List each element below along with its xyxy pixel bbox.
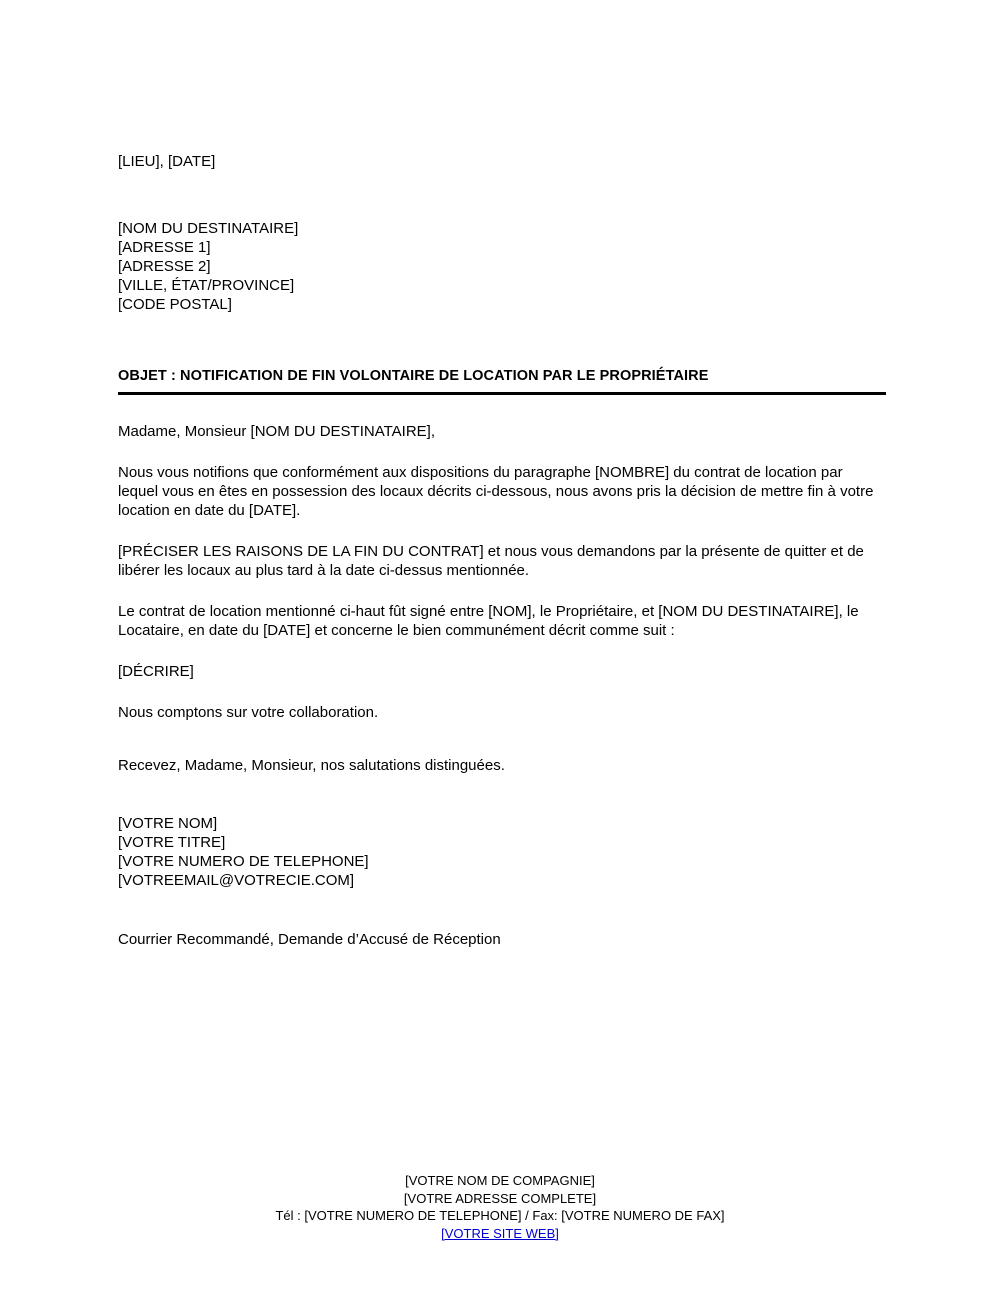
letter-body — [118, 152, 886, 949]
sender-title: [VOTRE TITRE] — [118, 834, 226, 851]
signature-block — [118, 814, 886, 890]
sender-email: [VOTREEMAIL@VOTRECIE.COM] — [118, 872, 355, 889]
sender-phone: [VOTRE NUMERO DE TELEPHONE] — [118, 853, 369, 870]
body-paragraph-5: Nous comptons sur votre collaboration. — [118, 704, 379, 721]
date-line: [LIEU], [DATE] — [118, 153, 216, 170]
subject-line: OBJET : NOTIFICATION DE FIN VOLONTAIRE DE LOCATION PAR LE PROPRIÉTAIRE — [118, 368, 709, 384]
body-paragraph-3: Le contrat de location mentionné ci-haut fût signé entre [NOM], le Propriétaire, et [NOM DU DESTINATAIRE], le Locataire, en date du [DATE] et concerne le bien communément décrit comme suit : — [118, 603, 859, 639]
subject-divider-rule — [118, 392, 886, 395]
recipient-address-1: [ADRESSE 1] — [118, 239, 211, 256]
recipient-address-2: [ADRESSE 2] — [118, 258, 211, 275]
footer-address: [VOTRE ADRESSE COMPLETE] — [403, 1190, 597, 1206]
subject-section — [118, 367, 886, 395]
recipient-postal-code: [CODE POSTAL] — [118, 296, 232, 313]
page-footer — [0, 1172, 1000, 1242]
closing-line: Recevez, Madame, Monsieur, nos salutations distinguées. — [118, 757, 505, 774]
salutation-line: Madame, Monsieur [NOM DU DESTINATAIRE], — [118, 423, 436, 440]
footer-website-link[interactable]: [VOTRE SITE WEB] — [441, 1225, 559, 1241]
footer-contact: Tél : [VOTRE NUMERO DE TELEPHONE] / Fax: [VOTRE NUMERO DE FAX] — [275, 1208, 725, 1223]
body-paragraph-1: Nous vous notifions que conformément aux dispositions du paragraphe [NOMBRE] du contrat de location par lequel vous en êtes en possession des locaux décrits ci-dessous, nous avons pris la décision de mettre fin à votre location en date du [DATE]. — [118, 464, 874, 519]
date-block — [118, 152, 886, 171]
footer-company-name: [VOTRE NOM DE COMPAGNIE] — [405, 1173, 595, 1188]
body-paragraph-2: [PRÉCISER LES RAISONS DE LA FIN DU CONTRAT] et nous vous demandons par la présente de quitter et de libérer les locaux au plus tard à la date ci-dessus mentionnée. — [118, 543, 864, 579]
body-paragraph-4-describe: [DÉCRIRE] — [118, 663, 194, 680]
recipient-city-state: [VILLE, ÉTAT/PROVINCE] — [118, 277, 295, 294]
recipient-name: [NOM DU DESTINATAIRE] — [118, 220, 299, 237]
recipient-address-block — [118, 219, 886, 314]
registered-mail-notice: Courrier Recommandé, Demande d’Accusé de Réception — [118, 931, 501, 948]
sender-name: [VOTRE NOM] — [118, 815, 218, 832]
